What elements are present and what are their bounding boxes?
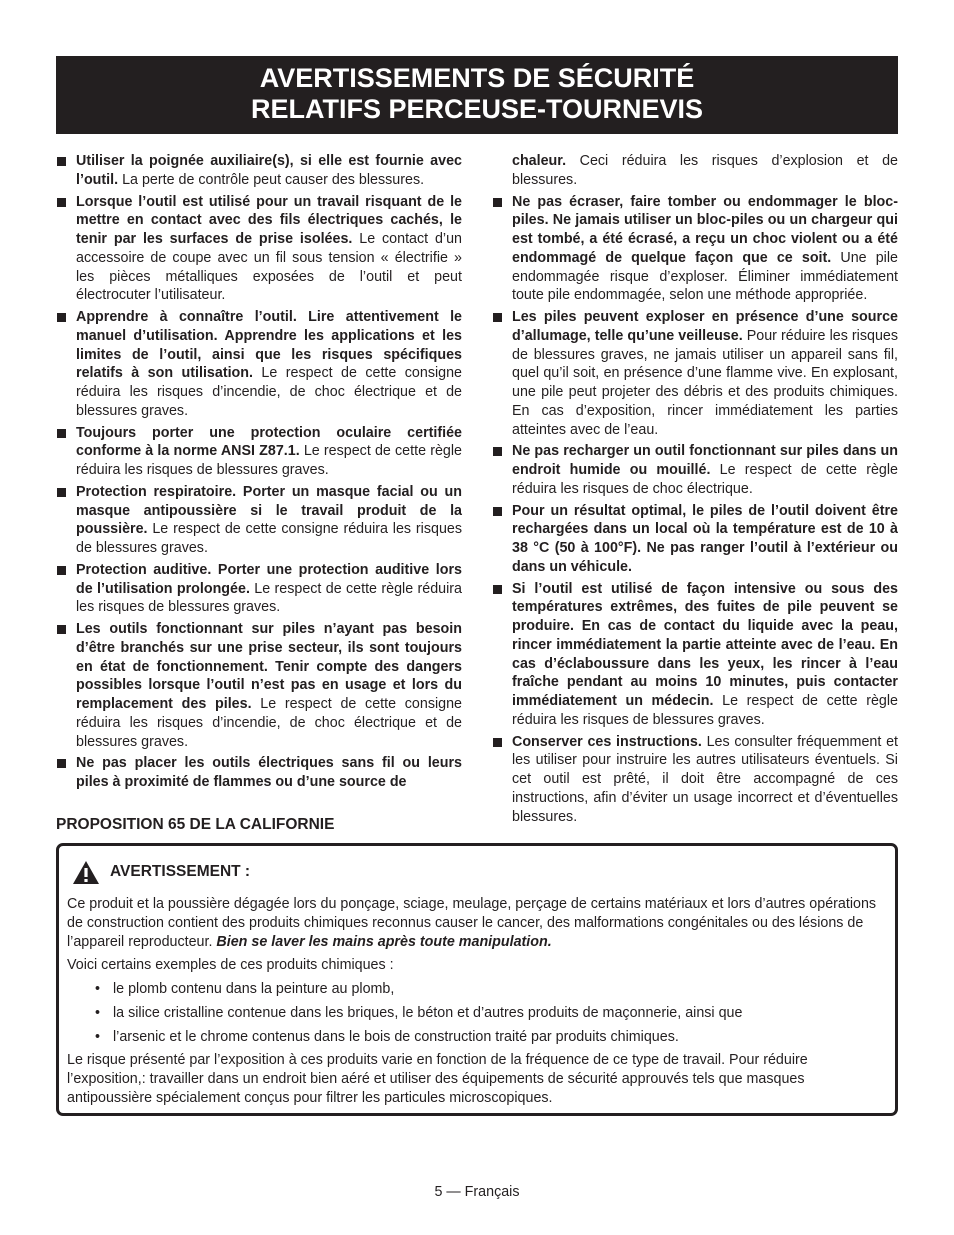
warning-paragraph-1: Ce produit et la poussière dégagée lors du ponçage, sciage, meulage, perçage de certains matériaux et lors d’autres opérations de construction contient des produits chimiques reconnus causer le cancer, des malformations congénitales ou des lésions de l’appareil reproducteur. Bien se laver les mains après toute manipulation. (67, 896, 877, 950)
list-item: Ne pas placer les outils électriques sans fil ou leurs piles à proximité de flammes ou d’une source de (56, 754, 462, 792)
square-bullet-icon (57, 429, 66, 438)
list-item: Ne pas écraser, faire tomber ou endommager le bloc-piles. Ne jamais utiliser un bloc-piles ou un chargeur qui est tombé, a été écrasé, a reçu un choc violent ou a été endommagé de quelque façon que ce soit. Une pile endommagée risque d’exploser. Éliminer immédiatement toute pile endommagée, selon une méthode appropriée. (492, 193, 898, 306)
list-item: Toujours porter une protection oculaire certifiée conforme à la norme ANSI Z87.1. Le respect de cette règle réduira les risques de blessures graves. (56, 424, 462, 480)
square-bullet-icon (57, 313, 66, 322)
left-warning-list (56, 152, 462, 792)
square-bullet-icon (57, 488, 66, 497)
square-bullet-icon (493, 198, 502, 207)
warning-heading: AVERTISSEMENT : (110, 863, 251, 881)
warning-paragraph-3: Le risque présenté par l’exposition à ces produits varie en fonction de la fréquence de ce type de travail. Pour réduire l’exposition,: travailler dans un endroit bien aéré et utiliser des équipements de sécurité approuvés tels que masques antipoussière spécialement conçus pour filtrer les particules microscopiques. (67, 1052, 808, 1106)
prop65-heading: PROPOSITION 65 DE LA CALIFORNIE (56, 816, 335, 833)
list-item: • la silice cristalline contenue dans les briques, le béton et d’autres produits de maçonnerie, ainsi que (67, 1004, 887, 1023)
title-line-1: AVERTISSEMENTS DE SÉCURITÉ (259, 63, 695, 93)
list-item: Protection respiratoire. Porter un masque facial ou un masque antipoussière si le travail produit de la poussière. Le respect de cette consigne réduira les risques de blessures graves. (56, 483, 462, 558)
chemical-examples-list (67, 980, 887, 1046)
page-footer: 5 — Français (434, 1184, 520, 1200)
prop65-warning-box (56, 843, 898, 1116)
warning-triangle-icon (72, 860, 100, 885)
square-bullet-icon (57, 759, 66, 768)
square-bullet-icon (493, 507, 502, 516)
square-bullet-icon (57, 198, 66, 207)
warning-emphasis: Bien se laver les mains après toute manipulation. (216, 933, 552, 950)
list-item: • le plomb contenu dans la peinture au plomb, (67, 980, 887, 999)
list-item: Protection auditive. Porter une protection auditive lors de l’utilisation prolongée. Le respect de cette règle réduira les risques de blessures graves. (56, 561, 462, 617)
square-bullet-icon (57, 157, 66, 166)
right-warning-list (492, 193, 898, 827)
list-item: Ne pas recharger un outil fonctionnant sur piles dans un endroit humide ou mouillé. Le respect de cette règle réduira les risques de choc électrique. (492, 442, 898, 498)
list-item: Lorsque l’outil est utilisé pour un travail risquant de le mettre en contact avec des fils électriques cachés, le tenir par les surfaces de prise isolées. Le contact d’un accessoire de coupe avec un fil sous tension « électrifie » les pièces métalliques exposées de l’outil et peut électrocuter l’utilisateur. (56, 193, 462, 306)
square-bullet-icon (493, 738, 502, 747)
warning-paragraph-2: Voici certains exemples de ces produits chimiques : (67, 957, 394, 974)
page-title (56, 56, 898, 134)
left-column (56, 152, 462, 795)
square-bullet-icon (57, 625, 66, 634)
list-item: Pour un résultat optimal, le piles de l’outil doivent être rechargées dans un local où la température est de 10 à 38 °C (50 à 100°F). Ne pas ranger l’outil à l’extérieur ou dans un véhicule. (492, 502, 898, 577)
list-item: Les piles peuvent exploser en présence d’une source d’allumage, telle qu’une veilleuse. Pour réduire les risques de blessures graves, ne jamais utiliser un appareil sans fil, quel qu’il soit, en présence d’une flamme vive. En explosant, une pile peut projeter des débris et des produits chimiques. En cas d’exposition, rincer immédiatement les parties atteintes avec de l’eau. (492, 308, 898, 439)
square-bullet-icon (493, 447, 502, 456)
list-item: Les outils fonctionnant sur piles n’ayant pas besoin d’être branchés sur une prise secteur, ils sont toujours en état de fonctionnement. Tenir compte des dangers possibles lorsque l’outil n’est pas en usage et lors du remplacement des piles. Le respect de cette consigne réduira les risques d’incendie, de choc électrique et de blessures graves. (56, 620, 462, 751)
list-item: Si l’outil est utilisé de façon intensive ou sous des températures extrêmes, des fuites de pile peuvent se produire. En cas de contact du liquide avec la peau, rincer immédiatement la partie atteinte avec de l’eau. En cas d’éclaboussure dans les yeux, les rincer à l’eau fraîche pendant au moins 10 minutes, puis contacter immédiatement un médecin. Le respect de cette règle réduira les risques de blessures graves. (492, 580, 898, 730)
list-item: Utiliser la poignée auxiliaire(s), si elle est fournie avec l’outil. La perte de contrôle peut causer des blessures. (56, 152, 462, 190)
list-item: Apprendre à connaître l’outil. Lire attentivement le manuel d’utilisation. Apprendre les applications et les limites de l’outil, ainsi que les risques spécifiques relatifs à son utilisation. Le respect de cette consigne réduira les risques d’incendie, de choc électrique et de blessures graves. (56, 308, 462, 421)
list-item: Conserver ces instructions. Les consulter fréquemment et les utiliser pour instruire les autres utilisateurs éventuels. Si cet outil est prêté, il doit être accompagné de ces instructions, afin d’éviter un usage incorrect et d’éventuelles blessures. (492, 733, 898, 827)
title-line-2: RELATIFS PERCEUSE-TOURNEVIS (250, 94, 704, 124)
square-bullet-icon (493, 585, 502, 594)
list-item: • l’arsenic et le chrome contenus dans le bois de construction traité par produits chimiques. (67, 1028, 887, 1047)
right-column (492, 152, 898, 829)
list-item-continuation: chaleur. Ceci réduira les risques d’explosion et de blessures. (512, 153, 898, 188)
square-bullet-icon (57, 566, 66, 575)
warning-header (72, 860, 887, 885)
square-bullet-icon (493, 313, 502, 322)
